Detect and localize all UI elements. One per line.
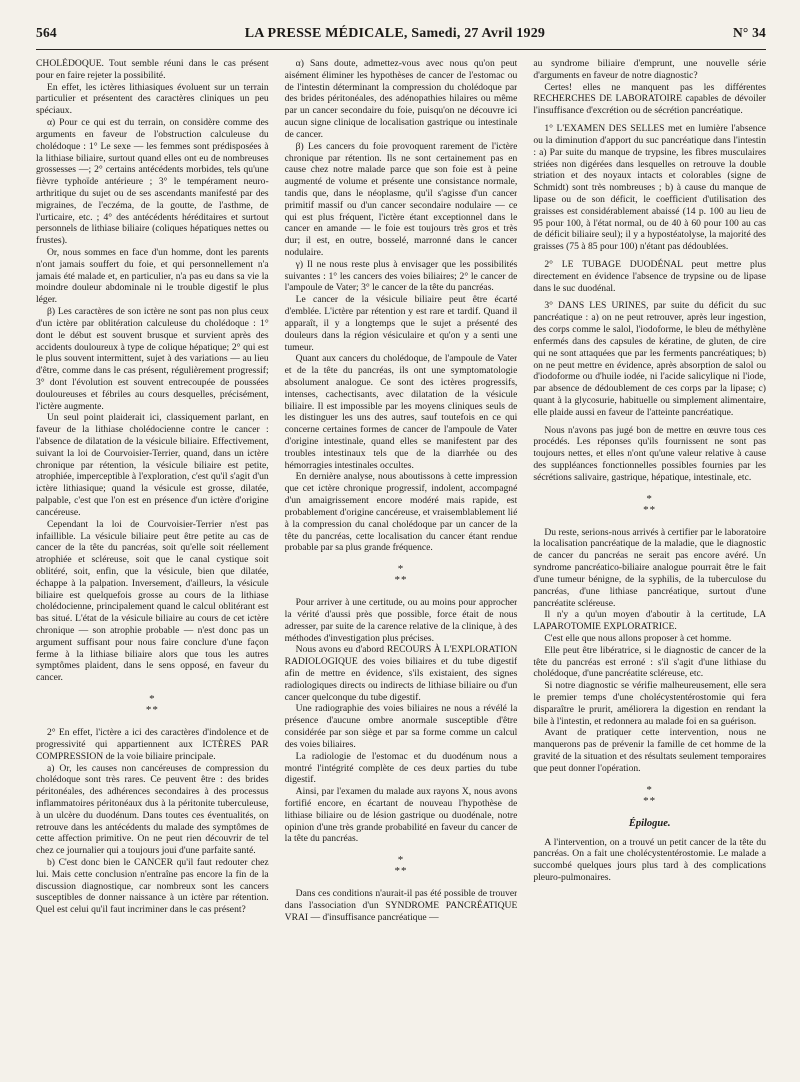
paragraph: α) Sans doute, admettez-vous avec nous qu'on peut aisément éliminer les hypothèses de cancer de l'estomac ou de l'intestin déterminant la compression du cholédoque par des brides péritonéales, des adénopathies hilaires ou même par un cancer secondaire du foie, puisqu'on ne découvre ici aucun signe clinique de localisation gastrique ou intestinale de cancer. bbox=[284, 58, 518, 140]
paragraph: β) Les caractères de son ictère ne sont pas non plus ceux d'un ictère par oblitération calculeuse du cholédoque : 1° dont le début est souvent brusque et survient après des accidents douloureux à type de colique hépatique; 2° qui est le plus souvent intermittent, sujet à des variations — au lieu d'être, comme dans le cas présent, régulièrement progressif; 3° dont l'évolution est souvent entrecoupée de poussées douloureuses et fébriles au cours desquelles, précisément, l'ictère augmente. bbox=[36, 306, 269, 412]
paragraph: La radiologie de l'estomac et du duodénum nous a montré l'intégrité complète de ces deux parties du tube digestif. bbox=[284, 750, 518, 786]
section-separator-asterism: * ** bbox=[394, 854, 408, 878]
page-number: 564 bbox=[36, 25, 57, 40]
column-3 bbox=[533, 58, 766, 1070]
paragraph: Avant de pratiquer cette intervention, nous ne manquerons pas de prévenir la famille de cet homme de la gravité de la situation et des résultats seulement temporaires que peut donner l'opération. bbox=[533, 727, 766, 774]
paragraph: Il n'y a qu'un moyen d'aboutir à la certitude, LA LAPAROTOMIE EXPLORATRICE. bbox=[533, 609, 766, 633]
paragraph: 3° DANS LES URINES, par suite du déficit du suc pancréatique : a) on ne peut retrouver, après leur ingestion, des corps comme le salol, l'iodoforme, le bleu de méthylène enfermés dans des capsules de kératine, de gluten, de cire qui ne sont attaquées que par les ferments pancréatiques; b) on ne peut mettre en évidence, après absorption de salol ou d'iodoforme ou d'huile iodée, ni l'acide salicylique ni l'iode, par absence de dédoublement de ces corps par la lipase; c) quant à la glycosurie, habituelle ou simplement alimentaire, elle plaide aussi en faveur de l'atteinte pancréatique. bbox=[533, 300, 766, 418]
paragraph: Du reste, serions-nous arrivés à certifier par le laboratoire la localisation pancréatique de la maladie, que le diagnostic de cancer du pancréas ne serait pas encore avéré. Un syndrome pancréatico-biliaire analogue pourrait être le fait d'une tumeur bénigne, de la syphilis, de la tuberculose du pancréas, d'une lithiase pancréatique, surtout d'une pancréatite scléreuse. bbox=[533, 526, 766, 609]
journal-title: LA PRESSE MÉDICALE, Samedi, 27 Avril 1929 bbox=[244, 26, 546, 41]
paragraph: A l'intervention, on a trouvé un petit cancer de la tête du pancréas. On a fait une cholécystentérostomie. Le malade a succombé quelques jours plus tard à des complications pleuro-pulmonaires. bbox=[533, 836, 766, 884]
paragraph: En effet, les ictères lithiasiques évoluent sur un terrain particulier et présentent des caractères cliniques un peu spéciaux. bbox=[36, 81, 269, 117]
paragraph: C'est elle que nous allons proposer à cet homme. bbox=[544, 632, 732, 644]
paragraph: Certes! elles ne manquent pas les différentes RECHERCHES DE LABORATOIRE capables de dévoiler l'insuffisance d'excrétion ou de sécrétion pancréatique. bbox=[533, 81, 766, 117]
paragraph: 2° LE TUBAGE DUODÉNAL peut mettre plus directement en évidence l'absence de trypsine ou de lipase dans le suc duodénal. bbox=[533, 259, 766, 294]
paragraph: Elle peut être libératrice, si le diagnostic de cancer de la tête du pancréas est erroné : s'il s'agit d'une lithiase du cholédoque, d'une pancréatite scléreuse, etc. bbox=[533, 644, 766, 680]
paragraph: γ) Il ne nous reste plus à envisager que les possibilités suivantes : 1° les cancers des voies biliaires; 2° le cancer de l'ampoule de Vater; 3° le cancer de la tête du pancréas. bbox=[284, 258, 518, 294]
paragraph: β) Les cancers du foie provoquent rarement de l'ictère chronique par rétention. Ils ne sont certainement pas en cause chez notre malade parce que son foie est à peine augmenté de volume et présente une consistance normale, tandis que, dans le néoplasme, qu'il s'agisse d'un cancer primitif massif ou d'un cancer secondaire nodulaire — ce qui est plus fréquent, l'ictère étant exceptionnel dans le cancer en amande — le foie est toujours très gros et très dur; il est, en outre, bosselé, marronné dans le cancer nodulaire. bbox=[284, 140, 518, 258]
paragraph: Un seul point plaiderait ici, classiquement parlant, en faveur de la lithiase cholédocienne contre le cancer : l'absence de dilatation de la vésicule biliaire. Effectivement, suivant la loi de Courvoisier-Terrier, quand, dans un ictère chronique par rétention, la vésicule biliaire est petite, atrophiée, imperceptible à l'exploration, c'est qu'il s'agit d'un ictère lithiasique; quand la vésicule est grosse, dilatée, palpable, c'est que l'on est en présence d'un ictère d'origine cancéreuse. bbox=[36, 412, 269, 518]
article-columns bbox=[36, 58, 766, 1070]
paragraph: Une radiographie des voies biliaires ne nous a révélé la présence d'aucune ombre anormale susceptible d'être considérée par son siège et par sa forme comme un calcul des voies biliaires. bbox=[284, 703, 518, 750]
paragraph: au syndrome biliaire d'emprunt, une nouvelle série d'arguments en faveur de notre diagnostic? bbox=[533, 58, 766, 81]
section-separator-asterism: * ** bbox=[643, 783, 657, 807]
paragraph: Quant aux cancers du cholédoque, de l'ampoule de Vater et de la tête du pancréas, ils ont une symptomatologie absolument analogue. Ce sont des ictères progressifs, intenses, cachectisants, avec dilatation de la vésicule biliaire. Il est impossible par les moyens cliniques seuls de les distinguer les uns des autres, sauf toutefois en ce qui concerne certaines formes de cancer de l'ampoule de Vater d'origine intestinale, quand elles se manifestent par des troubles intestinaux tels que de la diarrhée ou des hémorragies intestinales occultes. bbox=[284, 353, 518, 471]
paragraph: 2° En effet, l'ictère a ici des caractères d'indolence et de progressivité qui appartiennent aux ICTÈRES PAR COMPRESSION de la voie biliaire principale. bbox=[36, 727, 269, 762]
paragraph: Or, nous sommes en face d'un homme, dont les parents n'ont jamais souffert du foie, et qui personnellement n'a jamais été malade et, en particulier, n'a pas eu dans sa vie la moindre douleur abdominale ni le trouble digestif le plus léger. bbox=[36, 247, 269, 306]
paragraph: Si notre diagnostic se vérifie malheureusement, elle sera le premier temps d'une cholécystentérostomie qui fera disparaître le prurit, améliorera la digestion en rendant la bile à l'intestin, et redonnera au malade foi en sa guérison. bbox=[533, 680, 766, 727]
paragraph: 1° L'EXAMEN DES SELLES met en lumière l'absence ou la diminution d'apport du suc pancréatique dans l'intestin : a) Par suite du manque de trypsine, les fibres musculaires striées non digérées dans lesquelles on retrouve la double striation et des noyaux intacts et colorables (signe de Schmidt) sont très nombreuses ; b) à cause du manque de lipase ou de son déficit, le coefficient d'utilisation des graisses est considérablement abaissé (14 p. 100 au lieu de 95 pour 100, à l'état normal, ou de 40 à 60 pour 100 au cas de déficit biliaire seul); il y a hypostéatolyse, la majorité des graisses (75 à 85 pour 100) n'étant pas dédoublées. bbox=[533, 123, 766, 253]
section-heading: Épilogue. bbox=[628, 817, 671, 829]
column-1 bbox=[36, 58, 269, 1070]
section-separator-asterism: * ** bbox=[145, 693, 159, 717]
paragraph: Nous avons eu d'abord RECOURS À L'EXPLORATION RADIOLOGIQUE des voies biliaires et du tube digestif afin de mettre en évidence, s'ils existaient, des signes radiologiques directs ou indirects de lithiase biliaire ou d'un cancer quelconque du tube digestif. bbox=[284, 644, 518, 703]
section-separator-asterism: * ** bbox=[643, 492, 657, 516]
paragraph: Cependant la loi de Courvoisier-Terrier n'est pas infaillible. La vésicule biliaire peut être petite au cas de cancer de la tête du pancréas, soit qu'elle soit réellement atrophiée et scléreuse, soit que le canal cystique soit oblitéré, soit, enfin, que la vésicule, bien que dilatée, échappe à la palpation. Inversement, d'ailleurs, la vésicule biliaire est quelquefois grosse au cours de la lithiase cholédocienne, principalement quand le calcul oblitérant est bas situé. L'état de la vésicule biliaire au cours de cet ictère chronique — son atrophie probable — n'est donc pas un argument suffisant pour nous faire conclure d'une façon ferme à la lithiase biliaire alors que tous les autres symptômes plaident, dans le sens opposé, en faveur du cancer. bbox=[36, 518, 269, 684]
issue-number: N° 34 bbox=[732, 25, 766, 40]
paragraph: α) Pour ce qui est du terrain, on considère comme des arguments en faveur de l'obstruction calculeuse du cholédoque : 1° Le sexe — les femmes sont prédisposées à la lithiase biliaire, surtout quand elles ont eu de nombreuses grossesses —; 2° certains antécédents morbides, tels qu'une fièvre typhoïde antérieure ; 3° le tempérament neuro-arthritique du sujet ou de ses ascendants manifesté par des migraines, de l'eczéma, de la goutte, de l'asthme, de l'urticaire, etc. ; 4° des antécédents héréditaires et surtout personnels de lithiase biliaire (coliques hépatiques nettes ou frustes). bbox=[36, 117, 269, 247]
paragraph: Pour arriver à une certitude, ou au moins pour approcher la vérité d'aussi près que possible, force était de nous adresser, par suite de la carence relative de la clinique, à des méthodes d'investigation plus précises. bbox=[284, 597, 518, 644]
paragraph: Ainsi, par l'examen du malade aux rayons X, nous avons fortifié encore, en écartant de nouveau l'hypothèse de lithiase biliaire ou de lésion gastrique ou duodénale, notre opinion d'une très grande probabilité en faveur du cancer de la tête du pancréas. bbox=[284, 786, 518, 845]
section-separator-asterism: * ** bbox=[394, 563, 408, 587]
paragraph: En dernière analyse, nous aboutissons à cette impression que cet ictère chronique progressif, indolent, accompagné d'un amaigrissement encore modéré mais rapide, est probablement d'origine cancéreuse, et vraisemblablement lié à la compression du canal cholédoque par un cancer de la tête du pancréas, cette localisation du cancer étant rendue probable par sa plus grande fréquence. bbox=[284, 471, 518, 554]
paragraph: Le cancer de la vésicule biliaire peut être écarté d'emblée. L'ictère par rétention y est rare et tardif. Quand il apparaît, il y a longtemps que le sujet a présenté des douleurs dans la région vésiculaire et qu'on y a senti une tumeur. bbox=[284, 294, 518, 353]
paragraph: CHOLÉDOQUE. Tout semble réuni dans le cas présent pour en faire rejeter la possibilité. bbox=[36, 58, 269, 81]
column-2 bbox=[285, 58, 518, 1070]
paragraph: Nous n'avons pas jugé bon de mettre en œuvre tous ces procédés. Les réponses qu'ils fournissent ne sont pas toujours nettes, et elles n'ont qu'une valeur relative à cause des suppléances fonctionnelles possibles fournies par les sécrétions salivaire, gastrique, hépatique, intestinale, etc. bbox=[533, 424, 766, 483]
paragraph: a) Or, les causes non cancéreuses de compression du cholédoque sont très rares. Ce peuvent être : des brides péritonéales, des adhérences secondaires à des processus inflammatoires péritonéaux dus à la péritonite tuberculeuse, à un ulcère du duodénum. Dans toutes ces éventualités, on retrouve dans les antécédents du malade des symptômes de cette affection primitive. On ne peut rien découvrir de tel chez ce journalier qui a toujours joui d'une parfaite santé. bbox=[36, 762, 269, 857]
paragraph: b) C'est donc bien le CANCER qu'il faut redouter chez lui. Mais cette conclusion n'entraîne pas encore la fin de la discussion diagnostique, car nombreux sont les cancers susceptibles de donner naissance à un ictère par rétention. Quel est celui qu'il faut incriminer dans le cas présent? bbox=[36, 857, 269, 916]
header-rule bbox=[36, 49, 766, 50]
paragraph: Dans ces conditions n'aurait-il pas été possible de trouver dans l'association d'un SYNDROME PANCRÉATIQUE VRAI — d'insuffisance pancréatique — bbox=[284, 888, 518, 923]
page-header bbox=[36, 25, 766, 47]
